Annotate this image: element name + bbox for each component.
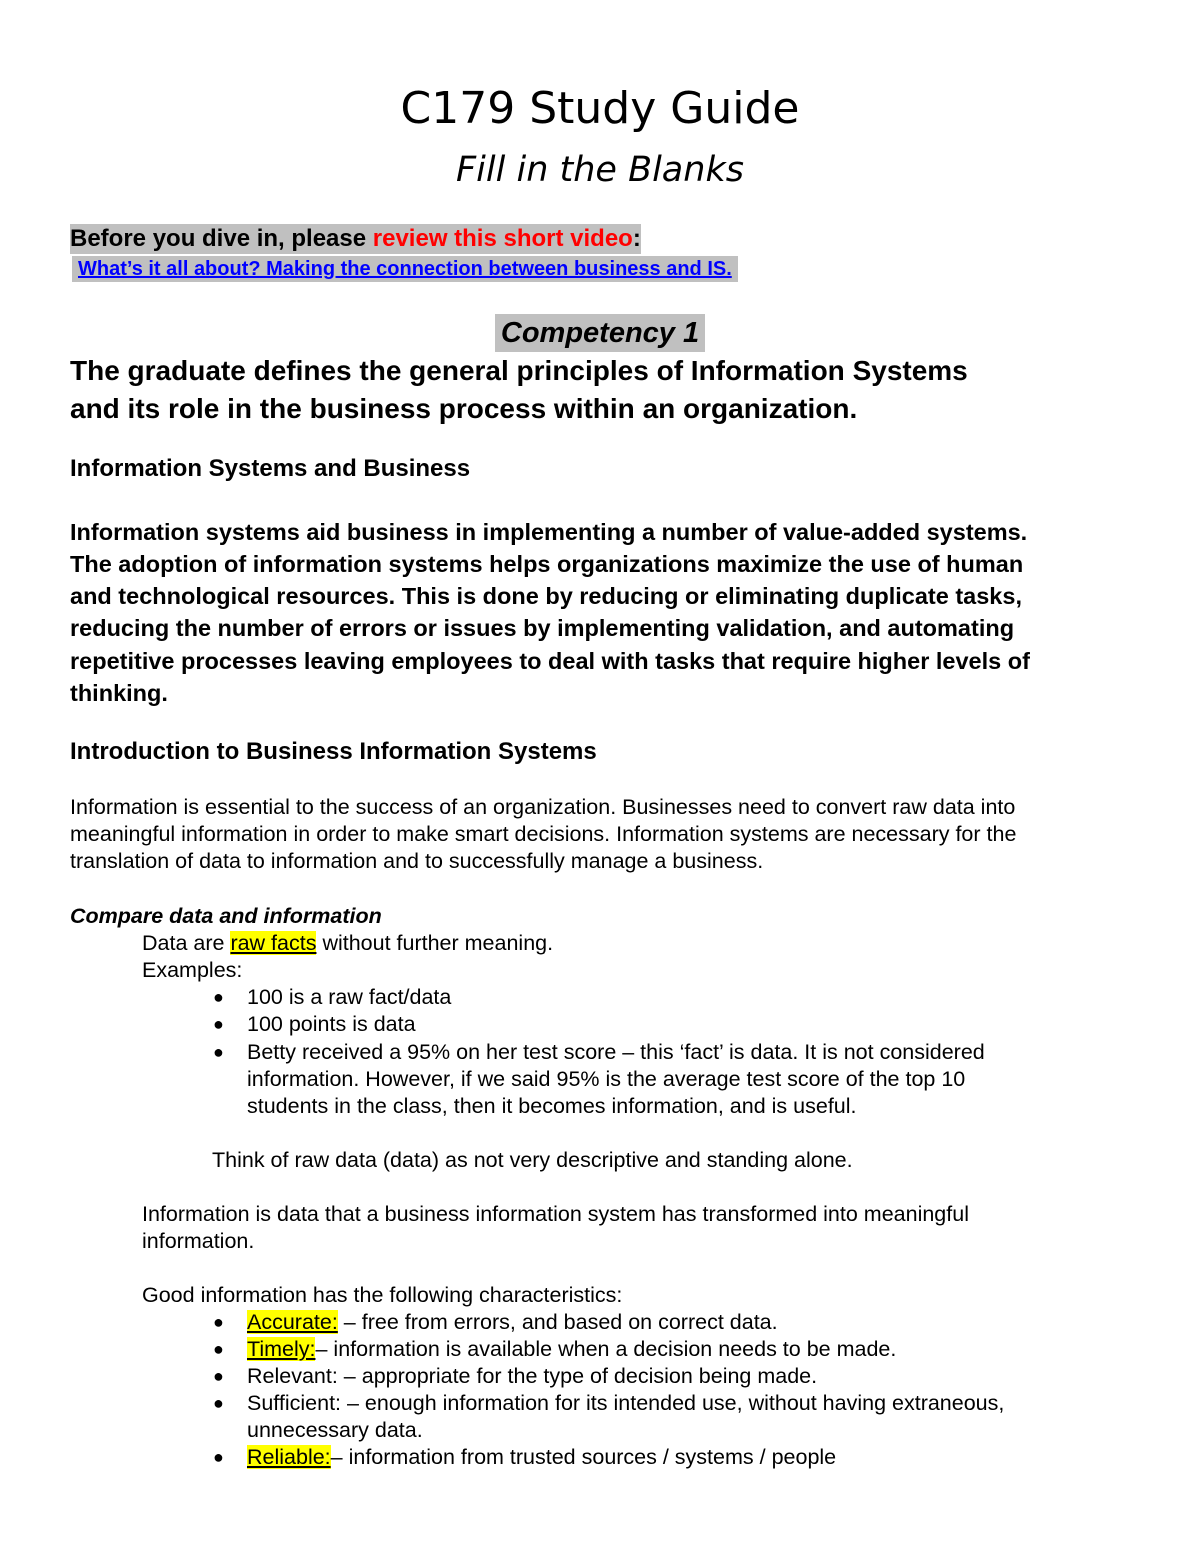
- example-item-line: students in the class, then it becomes information, and is useful.: [247, 1094, 857, 1118]
- bullet-icon: ●: [213, 1014, 224, 1034]
- bullet-icon: ●: [213, 1312, 224, 1332]
- example-item-line: information. However, if we said 95% is the average test score of the top 10: [247, 1067, 966, 1091]
- competency-heading: [0, 314, 1200, 352]
- characteristic-reliable: Reliable:– information from trusted sources / systems / people: [247, 1445, 837, 1469]
- example-item-line: Betty received a 95% on her test score – this ‘fact’ is data. It is not considered: [247, 1040, 985, 1064]
- examples-label: Examples:: [142, 958, 243, 982]
- section1-text-line: and technological resources. This is done by reducing or eliminating duplicate tasks,: [70, 583, 1022, 609]
- section-heading-is-business: Information Systems and Business: [70, 455, 471, 482]
- section2-text-line: meaningful information in order to make smart decisions. Information systems are necessary for the: [70, 822, 1017, 846]
- example-item: 100 points is data: [247, 1012, 416, 1036]
- bullet-icon: ●: [213, 987, 224, 1007]
- data-definition: Data are raw facts without further meaning.: [142, 931, 554, 955]
- bullet-icon: ●: [213, 1042, 224, 1062]
- section1-text-line: thinking.: [70, 680, 168, 706]
- information-definition-line: information.: [142, 1229, 255, 1253]
- highlight-accurate: Accurate:: [247, 1310, 338, 1334]
- video-link-box: [72, 256, 738, 282]
- characteristic-timely: Timely:– information is available when a decision needs to be made.: [247, 1337, 897, 1361]
- characteristic-sufficient-line: unnecessary data.: [247, 1418, 423, 1442]
- compare-heading: Compare data and information: [70, 904, 382, 928]
- video-link[interactable]: What’s it all about? Making the connection between business and IS.: [78, 258, 732, 280]
- section2-text-line: translation of data to information and to successfully manage a business.: [70, 849, 764, 873]
- page-subtitle: Fill in the Blanks: [456, 150, 744, 190]
- bullet-icon: ●: [213, 1339, 224, 1359]
- bullet-icon: ●: [213, 1393, 224, 1413]
- intro-prefix: Before you dive in, please: [70, 225, 373, 252]
- characteristic-sufficient-line: Sufficient: – enough information for its intended use, without having extraneous,: [247, 1391, 1005, 1415]
- think-note: Think of raw data (data) as not very descriptive and standing alone.: [212, 1148, 853, 1172]
- bullet-icon: ●: [213, 1447, 224, 1467]
- intro-instruction: [70, 224, 641, 254]
- highlight-timely: Timely:: [247, 1337, 316, 1361]
- section1-text-line: repetitive processes leaving employees to deal with tasks that require higher levels of: [70, 648, 1030, 674]
- section1-text-line: reducing the number of errors or issues by implementing validation, and automating: [70, 615, 1015, 641]
- bullet-icon: ●: [213, 1366, 224, 1386]
- section1-text-line: Information systems aid business in implementing a number of value-added systems.: [70, 519, 1028, 545]
- characteristic-accurate: Accurate: – free from errors, and based on correct data.: [247, 1310, 778, 1334]
- intro-red-text: review this short video: [372, 225, 633, 252]
- competency-statement-line: The graduate defines the general principles of Information Systems: [70, 355, 968, 386]
- highlight-reliable: Reliable:: [247, 1445, 331, 1469]
- information-definition-line: Information is data that a business information system has transformed into meaningful: [142, 1202, 969, 1226]
- characteristic-relevant: Relevant: – appropriate for the type of decision being made.: [247, 1364, 818, 1388]
- section1-text-line: The adoption of information systems helps organizations maximize the use of human: [70, 551, 1024, 577]
- example-item: 100 is a raw fact/data: [247, 985, 452, 1009]
- highlight-raw-facts: raw facts: [230, 931, 317, 955]
- intro-suffix: :: [632, 225, 641, 252]
- competency-statement-line: and its role in the business process within an organization.: [70, 393, 858, 424]
- section-heading-intro-bis: Introduction to Business Information Systems: [70, 738, 597, 765]
- section2-text-line: Information is essential to the success of an organization. Businesses need to convert raw data into: [70, 795, 1016, 819]
- page-title: C179 Study Guide: [400, 83, 800, 134]
- good-info-label: Good information has the following characteristics:: [142, 1283, 623, 1307]
- competency-label: Competency 1: [495, 314, 705, 352]
